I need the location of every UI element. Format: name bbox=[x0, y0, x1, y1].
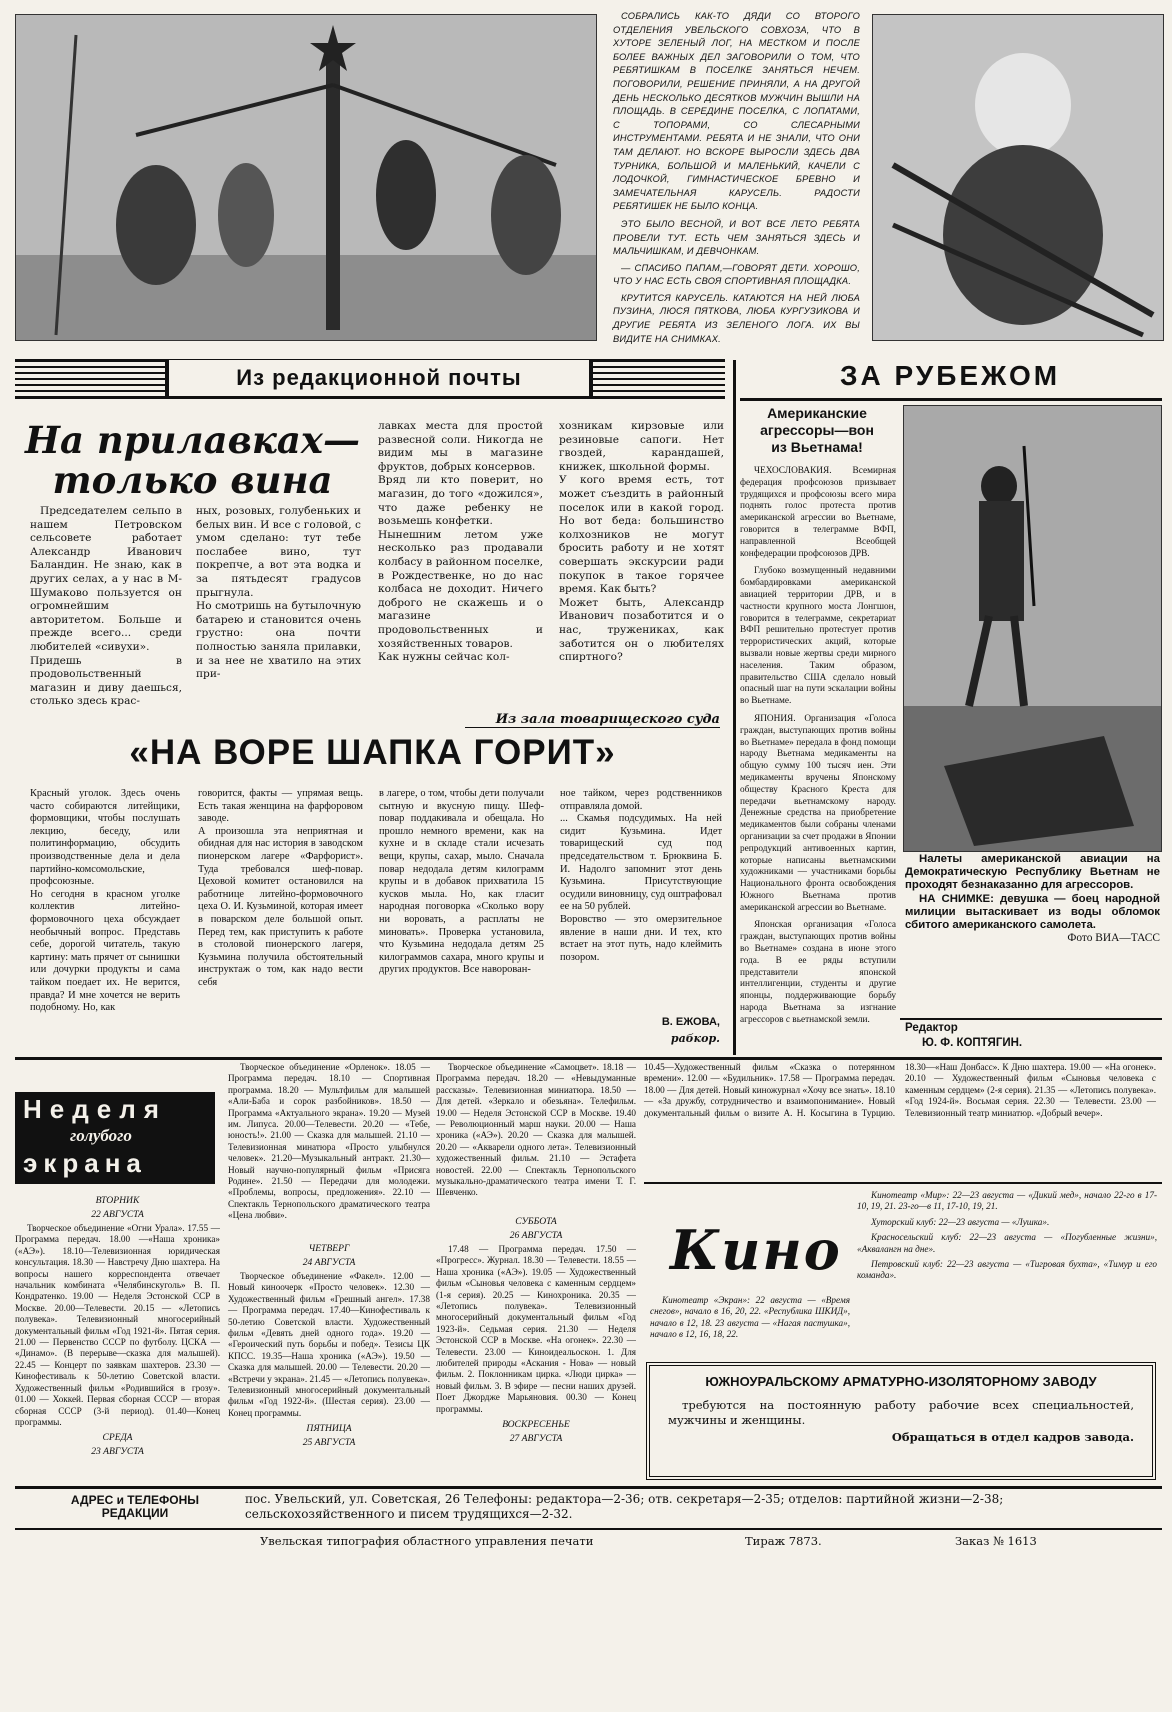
footer-order: Заказ № 1613 bbox=[955, 1534, 1037, 1548]
editor-label: Редактор bbox=[905, 1022, 958, 1034]
abroad-p4: Японская организация «Голоса граждан, выступающих против войны во Вьетнаме» создана в июне этого года. В ее ряды вступили представители японской интеллигенции, студенты и другие японцы, поддерживающие борьбу народа Вьетнама за изгнание агрессоров с вьетнамской земли. bbox=[740, 920, 896, 1025]
child-illustration bbox=[873, 15, 1163, 340]
tv-tue: Творческое объединение «Огни Урала». 17.55 — Программа передач. 18.00 —«Наша хроника» («АЭ»). 18.10—Телевизионная юридическая консультация. 18.30 — Навстречу Дню шахтера. На вопросы нашего корреспондента отвечает начальник комбината «Челябинскуголь» В. П. Кондратенко. 19.00 — Неделя Эстонской ССР в Москве. 20.00—Телевести. 20.15 — «Летопись полувека». Телевизионный многосерийный документальный фильм «Год 1921-й». Пятая серия. 21.00 — Первенство СССР по футболу. ЦСКА — «Динамо». (В перерыве—сказка для малышей). 22.45 — Концерт по заявкам шахтеров. 23.30 — Кинофестиваль к 50-летию Советской власти. Художественный фильм «Родившийся в грозу». 01.00 — Хоккей. Первая сборная СССР — вторая сборная СССР (3-й период). 01.40—Конец программы. bbox=[15, 1223, 220, 1427]
tv-sun-date: 27 АВГУСТА bbox=[509, 1433, 563, 1445]
tv-sat-block bbox=[436, 1213, 636, 1447]
shelves-headline bbox=[20, 420, 365, 500]
shelves-col-4: хозникам кирзовые или резиновые сапоги. Нет гвоздей, карандашей, книжек, школьной формы. У кого время есть, тот может съездить в районный поселок или в какой город. Но вот беда: большинство колхозников не могут бросить работу и не хотят совершать экскурсии ради покупок в такое горячее время. Как быть? Может быть, Александр Иванович позаботится и о нас, тружениках, как заботится он о любителях спиртного? bbox=[559, 420, 724, 664]
shelves-col-3: лавках места для простой развесной соли. Никогда не видим мы в магазине фруктов, добрых консервов. Вряд ли кто поверит, но магазин, до того «дожился», что даже ребенку не возьмешь конфетки. Нынешним летом уже несколько раз продавали колбасу в районном поселке, в Рождественке, но до нас колбаса не доходит. Ничего доброго не скажешь и о магазине продовольственных и хозяйственных товаров. Как нужны сейчас кол- bbox=[378, 420, 543, 664]
tv-fri-day: ПЯТНИЦА bbox=[306, 1423, 352, 1435]
tv-sat-day: СУББОТА bbox=[515, 1216, 557, 1227]
caption-p1: Налеты американской авиации на Демократическую Республику Вьетнам не проходят безнаказанно для агрессоров. bbox=[905, 853, 1160, 892]
tv-wed-date: 23 АВГУСТА bbox=[91, 1446, 144, 1458]
footer-address: пос. Увельский, ул. Советская, 26 Телефоны: редактора—2-36; отв. секретаря—2-35; отделов: партийной жизни—2-38; сельскохозяйственного и писем трудящихся—2-32. bbox=[245, 1492, 1004, 1521]
abroad-p1: ЧЕХОСЛОВАКИЯ. Всемирная федерация профсоюзов призывает трудящихся и профсоюзы всего мира поднять голос протеста против американской агрессии во Вьетнаме, говорится в телеграмме ВФП, направленной Всеобщей конфедерации профсоюзов ДРВ. bbox=[740, 466, 896, 559]
carousel-photo bbox=[15, 14, 597, 341]
tv-sun: 10.45—Художественный фильм «Сказка о потерянном времени». 12.00 — «Будильник». 17.58 — Программа передач. 18.00 — Для детей. Новый киножурнал «Хочу все знать». 18.10 — «За дружбу, сотрудничество и взаимопонимание». Новый документальный фильм о визите А. Н. Косыгина в Турцию. 18.30—«Наш Донбасс». К Дню шахтера. 19.00 — «На огонек». 20.10 — Художественный фильм «Сыновья человека с каменным сердцем» (2-я серия). 21.35 — «Летопись полувека». «Год 1924-й». Восьмая серия. 22.30 — Телевести. 23.00 — Телевизионный театр миниатюр. «Добрый вечер». bbox=[644, 1062, 1156, 1118]
tv-wed: Творческое объединение «Орленок». 18.05 — Программа передач. 18.10 — Спортивная программа. 18.20 — Мультфильм для малышей «Али-Баба и сорок разбойников». 18.50 — Программа «Актуального экрана». 19.20 — Музей им. Липуса. 20.00—Телевести. 20.20 — «Тебе, юность!». 21.00 — Сказка для малышей. 21.10 — Телевизионная минатюра «Просто улыбнулся человек». 21.20—Музыкальный антракт. 21.30—Новый научно-популярный фильм «Присяга Родине». 21.50 — Передачи для молодежи. «Проблемы, вопросы, предложения». 22.10 — Спектакль Тернопольского драматического театра «Цена любви». bbox=[228, 1062, 430, 1221]
tv-logo-line2: голубого bbox=[70, 1126, 132, 1145]
top-story-p1: СОБРАЛИСЬ КАК-ТО ДЯДИ СО ВТОРОГО ОТДЕЛЕНИЯ УВЕЛЬСКОГО СОВХОЗА, ЧТО В ХУТОРЕ ЗЕЛЕНЫЙ ЛОГ, НА МЕСТКОМ И ПОСЛЕ БОЛЕЕ ВАЖНЫХ ДЕЛ ЗАГОВОРИЛИ О ТОМ, ЧТО РЕБЯТИШКАМ В ПОСЕЛКЕ ЗАНЯТЬСЯ НЕЧЕМ. ПОГОВОРИЛИ, РЕШЕНИЕ ПРИНЯЛИ, А НА ДРУГОЙ ДЕНЬ НЕСКОЛЬКО ДЕСЯТКОВ МУЖЧИН ВЫШЛИ НА ПЛОЩАДЬ. В СЕРЕДИНЕ ПОСЕЛКА, С ЛОПАТАМИ, С ТОПОРАМИ, СО СЛЕСАРНЫМИ ИНСТРУМЕНТАМИ. РЕБЯТА И НЕ ЗНАЛИ, ЧТО ОНИ ТАМ ДЕЛАЮТ. НО ВСКОРЕ ВЫРОСЛИ ЗДЕСЬ ДВА ТУРНИКА, БОЛЬШОЙ И МАЛЕНЬКИЙ, КАЧЕЛИ С ЛОДОЧКОЙ, ГИМНАСТИЧЕСКОЕ БРЕВНО И ЗАМЕЧАТЕЛЬНАЯ КАРУСЕЛЬ. РАДОСТИ РЕБЯТИШЕК НЕ БЫЛО КОНЦА. bbox=[613, 11, 860, 212]
caption-p2: НА СНИМКЕ: девушка — боец народной милиции вытаскивает из воды обломок сбитого американского самолета. bbox=[905, 892, 1160, 932]
tv-sat: 17.48 — Программа передач. 17.50 — «Прогресс». Журнал. 18.30 — Телевести. 18.55 — Наша хроника («АЭ»). 19.05 — Художественный фильм «Сыновья человека с каменным сердцем» (1-я серия). 20.25 — Кинохроника. 20.35 — «Летопись полувека». Телевизионный многосерийный документальный фильм «Год 1923-й». Седьмая серия. 21.30 — Неделя Эстонской ССР в Москве. «На огонек». 22.30 — Телевести. 23.00 — Киноидеальоскон. 1. Для любителей природы «Аскания - Нова» — новый фильм. 2. Поклонникам цирка. «Люди цирка» — новый фильм. 3. В эфире — песни наших друзей. Поет Джордже Марьяновия. 00.30 — Конец программы. bbox=[436, 1244, 636, 1414]
shelves-col-2: ных, розовых, голубеньких и белых вин. И все с головой, с умом сделано: тут тебе послабее вино, тут покрепче, а вот эта водка и за пятьдесят градусов прыгнула. Но смотришь на бутылочную батарею и становится очень грустно: она почти полностью заняла прилавки, и за нее не хватило на этих при- bbox=[196, 505, 361, 681]
top-story-p4: КРУТИТСЯ КАРУСЕЛЬ. КАТАЮТСЯ НА НЕЙ ЛЮБА ПУЗИНА, ЛЮСЯ ПЯТКОВА, ЛЮБА КУРГУЗИКОВА И ДРУГИЕ РЕБЯТА ИЗ ЗЕЛЕНОГО ЛОГА. ИХ ВЫ ВИДИТЕ НА СНИМКАХ. bbox=[613, 292, 860, 344]
footer-run: Тираж 7873. bbox=[745, 1534, 822, 1548]
court-col-1: Красный уголок. Здесь очень часто собираются литейщики, формовщики, чтобы послушать лекцию, беседу, или политинформацию, обсудить производственные дела и дела партийно-комсомольские, профсоюзные. Но сегодня в красном уголке коллектив литейно-формовочного цеха обсуждает необычный вопрос. Представь себе, дорогой читатель, такую картину: мать прячет от сынишки или дочурки продукты и сама тайком поедает их. Не верится, правда? И мне хочется не верить подобному. Но, как bbox=[30, 788, 180, 1014]
mail-banner-title: Из редакционной почты bbox=[165, 360, 593, 396]
tv-sat-date: 26 АВГУСТА bbox=[509, 1230, 563, 1241]
court-col-3: в лагере, о том, чтобы дети получали сытную и вкусную пищу. Шеф-повар поддакивала и обещала. Но прошло немного времени, как на кухне и в складе стали исчезать вещи, крупы, сахар, мыло. Сначала повар недодала детям килограмм крупы и в добавок прихватила 15 кусков мыла. Но, как гласит народная поговорка «Сколько вору ни воровать, а расплаты не миновать». Проверка установила, что Кузьмина недодала детям 25 килограммов сахара, много крупы и других продуктов. Все наворован- bbox=[379, 788, 544, 976]
banner-rule-bottom bbox=[15, 396, 725, 399]
kino-right bbox=[857, 1190, 1157, 1282]
abroad-p3: ЯПОНИЯ. Организация «Голоса граждан, выступающих против войны во Вьетнаме» передала в фонд помощи народу Вьетнама медикаменты на общую сумму 100 тысяч иен. Эти медикаменты вручены Японскому обществу Красного Креста для передачи вьетнамскому народу. Денежные средства на приобретение медикаментов были собраны членами организации за счет продажи в Японии репродукций антивоенных картин, которые написаны вьетнамскими художниками — участниками борьбы Национального фронта освобождения Южного Вьетнама против американской агрессии во Вьетнаме. bbox=[740, 713, 896, 913]
court-signature: В. ЕЖОВА, bbox=[661, 1016, 720, 1028]
tv-col-1 bbox=[15, 1192, 220, 1460]
carousel-illustration bbox=[16, 15, 596, 340]
tv-section-rule bbox=[15, 1057, 1162, 1060]
shelves-headline-line2: только вина bbox=[52, 458, 333, 502]
tv-logo-line1: Неделя bbox=[23, 1094, 167, 1124]
top-story-p2: ЭТО БЫЛО ВЕСНОЙ, И ВОТ ВСЕ ЛЕТО РЕБЯТА ПРОВЕЛИ ТУТ. ЕСТЬ ЧЕМ ЗАНЯТЬСЯ ЗДЕСЬ И МАЛЬЧИШКАМ, И ДЕВЧОНКАМ. bbox=[613, 218, 860, 257]
shelves-col-1: Председателем сельпо в нашем Петровском сельсовете работает Александр Иванович Баландин. Не знаю, как в других селах, а у нас в М-Шумаково пользуется он огромнейшим авторитетом. Больше и прежде всего... среди любителей «сивухи». Придешь в продовольственный магазин и диву даешься, столько здесь крас- bbox=[30, 505, 182, 708]
kino-left: Кинотеатр «Экран»: 22 августа — «Время снегов», начало в 16, 20, 22. «Республика ШКИД», начало в 12, 18. 23 августа — «Нагая пастушка», начало в 12, 16, 18, 22. bbox=[650, 1295, 850, 1340]
tv-thu: Творческое объединение «Факел». 12.00 — Новый киноочерк «Просто человек». 12.30 — Художественный фильм «Грешный ангел». 17.38 — Программа передач. 17.40—Кинофестиваль к 50-летию Советской власти. Художественный фильм «Девять дней одного года». 19.20 — «Героический путь борьбы и побед». Тезисы ЦК КПСС. 19.35—Наша хроника («АЭ»). 19.50 — Сказка для малышей. 20.00 — Телевести. 20.20 — «Встречи у экрана». 21.45 — «Летопись полувека». Телевизионный многосерийный документальный фильм «Год 1922-й». (Шестая серия). 23.00 — Конец программы. bbox=[228, 1271, 430, 1418]
kino-logo: Кино bbox=[670, 1218, 842, 1282]
militia-girl-photo bbox=[903, 405, 1162, 852]
kino-rule bbox=[644, 1182, 1162, 1184]
tv-thu-day: ЧЕТВЕРГ bbox=[308, 1243, 350, 1254]
editor-rule bbox=[900, 1018, 1162, 1020]
ad-footer: Обращаться в отдел кадров завода. bbox=[891, 1430, 1134, 1444]
footer-printer: Увельская типография областного управления печати bbox=[260, 1534, 594, 1548]
court-signature-role: рабкор. bbox=[670, 1032, 720, 1045]
tv-wed-day: СРЕДА bbox=[102, 1432, 133, 1444]
abroad-headline: Американские агрессоры—вон из Вьетнама! bbox=[760, 405, 874, 455]
child-on-swing-photo bbox=[872, 14, 1164, 341]
footer-rule-bottom bbox=[15, 1528, 1162, 1530]
abroad-photo-caption bbox=[905, 853, 1160, 945]
tv-sun-day: ВОСКРЕСЕНЬЕ bbox=[502, 1419, 570, 1431]
column-divider bbox=[733, 360, 736, 1055]
court-headline: «НА ВОРЕ ШАПКА ГОРИТ» bbox=[129, 733, 616, 772]
kino-r4: Петровский клуб: 22—23 августа — «Тигровая бухта», «Тимур и его команда». bbox=[857, 1259, 1157, 1281]
tv-logo bbox=[15, 1092, 215, 1184]
kino-r2: Хуторский клуб: 22—23 августа — «Лушка». bbox=[871, 1216, 1050, 1227]
abroad-header: ЗА РУБЕЖОМ bbox=[839, 360, 1061, 391]
ad-body: требуются на постоянную работу рабочие всех специальностей, мужчины и женщины. bbox=[668, 1398, 1134, 1427]
plant-ad bbox=[646, 1362, 1156, 1480]
ad-title: ЮЖНОУРАЛЬСКОМУ АРМАТУРНО-ИЗОЛЯТОРНОМУ ЗАВОДУ bbox=[705, 1374, 1097, 1389]
mail-banner bbox=[15, 355, 725, 403]
tv-thu-block bbox=[228, 1240, 430, 1451]
court-col-2: говорится, факты — упрямая вещь. Есть такая женщина на фарфоровом заводе. А произошла эта неприятная и обидная для нас история в заводском пионерском лагере «Фарфорист». Туда требовался шеф-повар. Цеховой комитет остановился на работнице литейно-формовочного цеха О. И. Кузьминой, которая имеет в поварском деле большой опыт. Перед тем, как приступить к работе в столовой пионерского лагеря, Кузьмина получила обстоятельный инструктаж о том, как надо вести себя bbox=[198, 788, 363, 988]
tv-fri: Творческое объединение «Самоцвет». 18.18 — Программа передач. 18.20 — «Невыдуманные рассказы». Телевизионная миниатюра. 18.50 — Для детей. «Зеркало и обезьяна». Телефильм. 19.00 — Неделя Эстонской ССР в Москве. 19.40 — Революционный марш науки. 20.00 — Наша хроника («АЭ»). 20.20 — Сказка для малышей. 20.20 — «Акварели одного лета». Телевизионный художественный фильм. 21.10 — Эстафета новостей. 22.00 — Спектакль Тернопольского музыкально-драматического театра имени Т. Г. Шевченко. bbox=[436, 1062, 636, 1198]
court-kicker: Из зала товарищеского суда bbox=[465, 712, 720, 728]
kino-r3: Красносельский клуб: 22—23 августа — «Погубленные жизни», «Аквалангн на дне». bbox=[857, 1232, 1157, 1254]
tv-fri-date: 25 АВГУСТА bbox=[302, 1437, 356, 1449]
top-story-p3: — СПАСИБО ПАПАМ,—ГОВОРЯТ ДЕТИ. ХОРОШО, ЧТО У НАС ЕСТЬ СВОЯ СПОРТИВНАЯ ПЛОЩАДКА. bbox=[613, 262, 860, 287]
kino-r1: Кинотеатр «Мир»: 22—23 августа — «Дикий мед», начало 22-го в 17-10, 19, 21. 23-го—в 11, 17-10, 19, 21. bbox=[857, 1190, 1157, 1212]
court-col-4: ное тайком, через родственников отправляла домой. ... Скамья подсудимых. На ней сидит Кузьмина. Идет товарищеский суд под председательством т. Брюквина Б. И. Надолго запомнит этот день Кузьмина. Присутствующие осудили виновницу, суд оштрафовал ее на 50 рублей. Воровство — это омерзительное явление в наши дни. И тех, кто встает на этот путь, надо клеймить позором. bbox=[560, 788, 722, 963]
abroad-text bbox=[740, 466, 896, 1027]
tv-logo-line3: экрана bbox=[23, 1148, 147, 1178]
militia-illustration bbox=[904, 406, 1161, 851]
tv-thu-date: 24 АВГУСТА bbox=[302, 1257, 356, 1268]
footer-address-label: АДРЕС и ТЕЛЕФОНЫ РЕДАКЦИИ bbox=[70, 1493, 200, 1520]
abroad-p2: Глубоко возмущенный недавними бомбардировками американской авиацией территории ДРВ, и в частности крупного моста Лонгшон, говорится в телеграмме, секретариат ВФП решительно протестует против террористических акций, которые вызвали новые жертвы среди мирного населения. Таким образом, правительство США сделало новый опасный шаг на пути эскалации войны во Вьетнаме. bbox=[740, 566, 896, 707]
tv-tue-day: ВТОРНИК bbox=[95, 1195, 140, 1206]
footer-rule-top bbox=[15, 1486, 1162, 1489]
abroad-rule bbox=[740, 398, 1162, 401]
editor-name: Ю. Ф. КОПТЯГИН. bbox=[922, 1037, 1023, 1049]
photo-credit: Фото ВИА—ТАСС bbox=[1067, 932, 1160, 945]
top-story bbox=[613, 10, 860, 344]
shelves-headline-line1: На прилавках— bbox=[25, 418, 360, 462]
tv-tue-date: 22 АВГУСТА bbox=[91, 1209, 144, 1220]
